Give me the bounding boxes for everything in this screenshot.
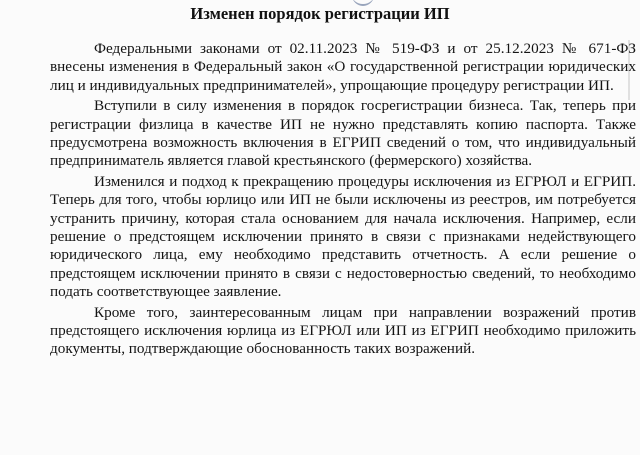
document-title: Изменен порядок регистрации ИП [190, 4, 450, 23]
paragraph-registration-changes: Вступили в силу изменения в порядок госрегистрации бизнеса. Так, теперь при регистрации физлица в качестве ИП не нужно представлять копию паспорта. Также предусмотрена возможность включения в ЕГРИП сведений о том, что индивидуальный предприниматель является главой крестьянского (фермерского) хозяйства. [50, 97, 636, 170]
paragraph-objections: Кроме того, заинтересованным лицам при направлении возражений против предстоящего исключения юрлица из ЕГРЮЛ или ИП из ЕГРИП необходимо приложить документы, подтверждающие обоснованность таких возражений. [50, 303, 636, 358]
paragraph-exclusion-procedure: Изменился и подход к прекращению процедуры исключения из ЕГРЮЛ и ЕГРИП. Теперь для того, чтобы юрлицо или ИП не были исключены из реестров, им потребуется устранить причину, которая стала основанием для начала исключения. Например, если решение о предстоящем исключении принято в связи с признаками недействующего юридического лица, ему необходимо представить отчетность. А если решение о предстоящем исключении принято в связи с недостоверностью сведений, то необходимо подать соответствующее заявление. [50, 173, 636, 300]
document-body [50, 40, 636, 361]
paragraph-laws: Федеральными законами от 02.11.2023 № 519-ФЗ и от 25.12.2023 № 671-ФЗ внесены изменения в Федеральный закон «О государственной регистрации юридических лиц и индивидуальных предпринимателей», упрощающие процедуру регистрации ИП. [50, 40, 636, 94]
